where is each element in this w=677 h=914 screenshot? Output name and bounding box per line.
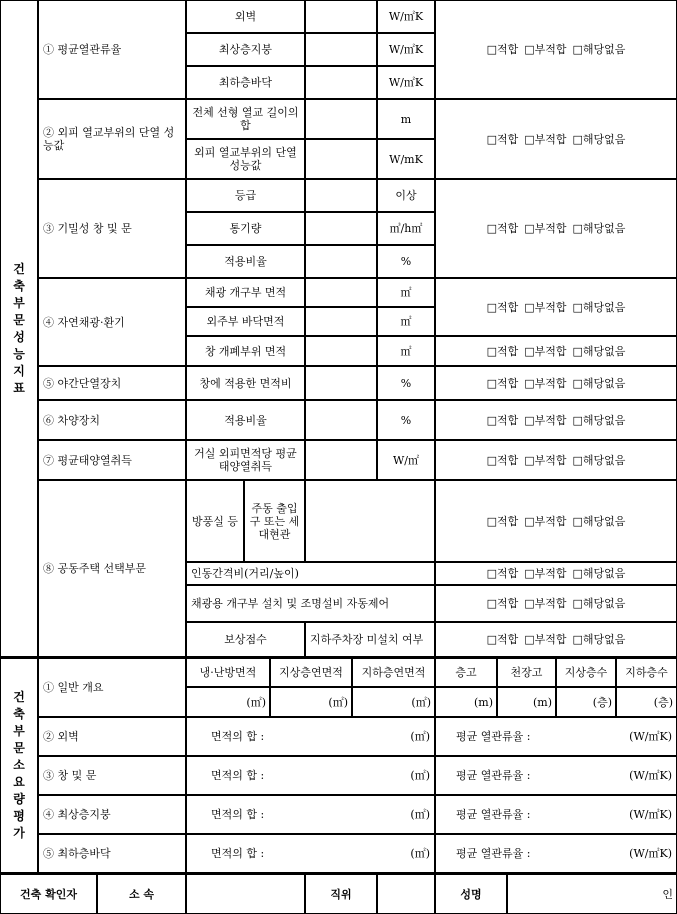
general-label: ① 일반 개요 [38, 657, 186, 717]
indicator-label: ⑥ 차양장치 [38, 400, 186, 440]
checkbox-na[interactable]: □해당없음 [572, 132, 626, 146]
area-unit: (㎡) [410, 730, 430, 743]
checkbox-ok[interactable]: □적합 [486, 514, 519, 528]
checkbox-ok[interactable]: □적합 [486, 344, 519, 358]
u-value-unit: (W/㎡K) [629, 769, 672, 782]
checkbox-ok[interactable]: □적합 [486, 376, 519, 390]
cons-row-label: ③ 창 및 문 [38, 756, 186, 795]
indicator-label: ② 외피 열교부위의 단열 성능값 [38, 99, 186, 179]
checkbox-na[interactable]: □해당없음 [572, 43, 626, 56]
unit-cell: W/mK [377, 139, 435, 179]
row-item: 통기량 [186, 212, 305, 245]
compliance-options [435, 400, 677, 440]
unit-cell: 이상 [377, 179, 435, 212]
checkbox-na[interactable]: □해당없음 [572, 300, 626, 314]
section-perf-title [0, 0, 38, 657]
position-label: 직위 [305, 873, 377, 914]
indicator-label: ① 평균열관류율 [38, 0, 186, 99]
compliance-options [435, 366, 677, 400]
area-sum-label: 면적의 합 : [211, 730, 265, 743]
value-cell[interactable] [305, 400, 377, 440]
checkbox-ok[interactable]: □적합 [486, 567, 519, 580]
checkbox-ok[interactable]: □적합 [486, 597, 519, 610]
general-unit: (㎡) [186, 687, 270, 717]
value-cell[interactable] [305, 179, 377, 212]
compliance-options [435, 0, 677, 99]
compliance-options [435, 278, 677, 336]
checkbox-ok[interactable]: □적합 [486, 633, 519, 646]
row-item: 채광 개구부 면적 [186, 278, 305, 307]
value-cell[interactable] [305, 307, 377, 336]
u-value-label: 평균 열관류율 : [456, 769, 531, 782]
area-sum-label: 면적의 합 : [211, 808, 265, 821]
indicator-label: ④ 자연채광·환기 [38, 278, 186, 366]
row-item: 적용비율 [186, 400, 305, 440]
unit-cell: % [377, 245, 435, 278]
row-item: 채광용 개구부 설치 및 조명설비 자동제어 [186, 585, 435, 622]
indicator-label: ⑤ 야간단열장치 [38, 366, 186, 400]
u-value-label: 평균 열관류율 : [456, 730, 531, 743]
row-item: 보상점수 [186, 622, 305, 657]
unit-cell: % [377, 366, 435, 400]
u-value-cell[interactable] [435, 756, 677, 795]
area-sum-label: 면적의 합 : [211, 847, 265, 860]
indicator-label: ③ 기밀성 창 및 문 [38, 179, 186, 278]
unit-cell: ㎡ [377, 278, 435, 307]
value-cell[interactable] [305, 66, 377, 99]
compliance-options [435, 562, 677, 585]
row-note: 지하주차장 미설치 여부 [305, 622, 435, 657]
general-header: 지하층수 [616, 657, 677, 687]
row-item: 전체 선형 열교 길이의 합 [186, 99, 305, 139]
checkbox-no[interactable]: □부적합 [524, 567, 567, 580]
unit-cell: ㎥/h㎡ [377, 212, 435, 245]
checkbox-na[interactable]: □해당없음 [572, 453, 626, 467]
value-cell[interactable] [305, 33, 377, 66]
general-unit: (층) [556, 687, 616, 717]
unit-cell: W/㎡K [377, 0, 435, 33]
cons-row-label: ⑤ 최하층바닥 [38, 834, 186, 873]
row-item: 등급 [186, 179, 305, 212]
area-sum-label: 면적의 합 : [211, 769, 265, 782]
seal-mark[interactable]: 인 [507, 873, 677, 914]
position-value[interactable] [377, 873, 435, 914]
u-value-label: 평균 열관류율 : [456, 808, 531, 821]
value-cell[interactable] [305, 440, 377, 480]
checkbox-no[interactable]: □부적합 [524, 344, 567, 358]
general-unit: (m) [497, 687, 556, 717]
general-header: 지하층연면적 [352, 657, 435, 687]
value-cell[interactable] [305, 278, 377, 307]
compliance-options [435, 622, 677, 657]
unit-cell: % [377, 400, 435, 440]
section-cons-title [0, 657, 38, 873]
checkbox-no[interactable]: □부적합 [524, 222, 567, 235]
value-cell[interactable] [305, 0, 377, 33]
row-item: 최하층바닥 [186, 66, 305, 99]
row-item: 적용비율 [186, 245, 305, 278]
checkbox-no[interactable]: □부적합 [524, 132, 567, 146]
row-item: 최상층지붕 [186, 33, 305, 66]
checkbox-no[interactable]: □부적합 [524, 413, 567, 427]
checkbox-na[interactable]: □해당없음 [572, 567, 626, 580]
checkbox-na[interactable]: □해당없음 [572, 376, 626, 390]
affiliation-value[interactable] [186, 873, 305, 914]
area-sum-cell[interactable] [186, 795, 435, 834]
u-value-unit: (W/㎡K) [629, 730, 672, 743]
checkbox-no[interactable]: □부적합 [524, 453, 567, 467]
compliance-options [435, 440, 677, 480]
unit-cell: W/㎡K [377, 66, 435, 99]
general-unit: (층) [616, 687, 677, 717]
general-header: 층고 [435, 657, 497, 687]
checkbox-na[interactable]: □해당없음 [572, 514, 626, 528]
name-label: 성명 [435, 873, 507, 914]
unit-cell: ㎡ [377, 336, 435, 366]
value-cell[interactable] [305, 480, 435, 562]
section-perf-label: 건축부문성능지표 [13, 261, 25, 395]
checkbox-na[interactable]: □해당없음 [572, 344, 626, 358]
row-item: 창에 적용한 면적비 [186, 366, 305, 400]
compliance-options [435, 336, 677, 366]
value-cell[interactable] [305, 212, 377, 245]
unit-cell: W/㎡K [377, 33, 435, 66]
general-header: 지상층수 [556, 657, 616, 687]
affiliation-label: 소 속 [97, 873, 186, 914]
checkbox-ok[interactable]: □적합 [486, 132, 519, 146]
checkbox-ok[interactable]: □적합 [486, 300, 519, 314]
u-value-unit: (W/㎡K) [629, 808, 672, 821]
unit-cell: W/㎡ [377, 440, 435, 480]
row-item: 외피 열교부위의 단열 성능값 [186, 139, 305, 179]
checkbox-na[interactable]: □해당없음 [572, 633, 626, 646]
unit-cell: ㎡ [377, 307, 435, 336]
u-value-label: 평균 열관류율 : [456, 847, 531, 860]
area-sum-cell[interactable] [186, 717, 435, 756]
checkbox-na[interactable]: □해당없음 [572, 222, 626, 235]
general-header: 천장고 [497, 657, 556, 687]
checkbox-no[interactable]: □부적합 [524, 597, 567, 610]
indicator-label: ⑦ 평균태양열취득 [38, 440, 186, 480]
checkbox-ok[interactable]: □적합 [486, 43, 519, 56]
checkbox-ok[interactable]: □적합 [486, 413, 519, 427]
sub-label-entrance: 주동 출입구 또는 세대현관 [244, 480, 305, 562]
checkbox-no[interactable]: □부적합 [524, 633, 567, 646]
area-unit: (㎡) [410, 808, 430, 821]
sub-label-windbreak: 방풍실 등 [186, 480, 244, 562]
confirmer-label: 건축 확인자 [0, 873, 97, 914]
u-value-cell[interactable] [435, 717, 677, 756]
general-unit: (m) [435, 687, 497, 717]
row-item: 외벽 [186, 0, 305, 33]
row-item: 인동간격비(거리/높이) [186, 562, 435, 585]
area-sum-cell[interactable] [186, 834, 435, 873]
row-item: 거실 외피면적당 평균 태양열취득 [186, 440, 305, 480]
row-item: 창 개폐부위 면적 [186, 336, 305, 366]
compliance-options [435, 179, 677, 278]
row-item: 외주부 바닥면적 [186, 307, 305, 336]
u-value-unit: (W/㎡K) [629, 847, 672, 860]
general-unit: (㎡) [352, 687, 435, 717]
checkbox-no[interactable]: □부적합 [524, 514, 567, 528]
checkbox-no[interactable]: □부적합 [524, 300, 567, 314]
area-sum-cell[interactable] [186, 756, 435, 795]
compliance-options [435, 585, 677, 622]
value-cell[interactable] [305, 245, 377, 278]
compliance-options [435, 99, 677, 179]
area-unit: (㎡) [410, 769, 430, 782]
general-header: 냉·난방면적 [186, 657, 270, 687]
checkbox-ok[interactable]: □적합 [486, 453, 519, 467]
value-cell[interactable] [305, 99, 377, 139]
u-value-cell[interactable] [435, 795, 677, 834]
area-unit: (㎡) [410, 847, 430, 860]
checkbox-na[interactable]: □해당없음 [572, 413, 626, 427]
compliance-options [435, 480, 677, 562]
section-cons-label: 건축부문소요량평가 [13, 690, 25, 840]
checkbox-ok[interactable]: □적합 [486, 222, 519, 235]
value-cell[interactable] [305, 336, 377, 366]
checkbox-no[interactable]: □부적합 [524, 43, 567, 56]
checkbox-na[interactable]: □해당없음 [572, 597, 626, 610]
checkbox-no[interactable]: □부적합 [524, 376, 567, 390]
cons-row-label: ② 외벽 [38, 717, 186, 756]
cons-row-label: ④ 최상층지붕 [38, 795, 186, 834]
general-unit: (㎡) [270, 687, 352, 717]
indicator-label: ⑧ 공동주택 선택부문 [38, 480, 186, 657]
general-header: 지상층연면적 [270, 657, 352, 687]
value-cell[interactable] [305, 139, 377, 179]
unit-cell: m [377, 99, 435, 139]
u-value-cell[interactable] [435, 834, 677, 873]
value-cell[interactable] [305, 366, 377, 400]
